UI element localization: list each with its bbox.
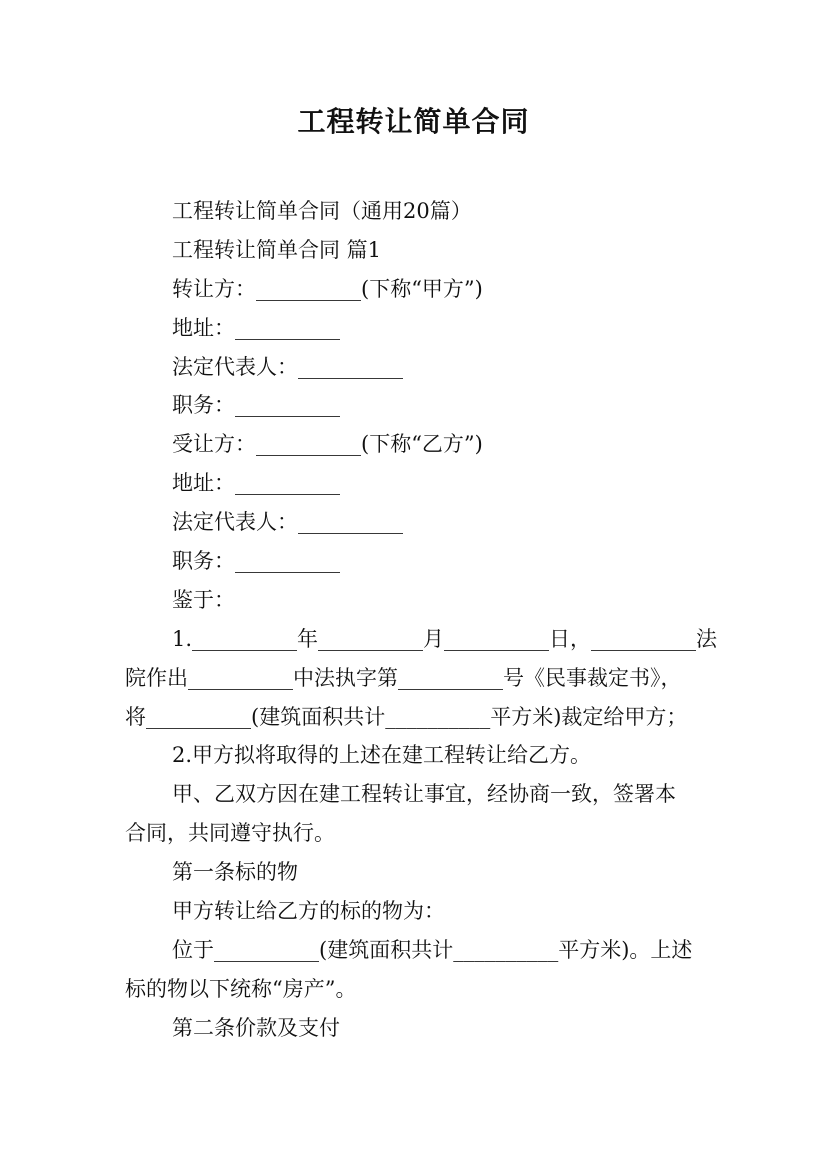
document-subtitle: 工程转让简单合同（通用20篇） bbox=[172, 199, 472, 223]
transferor-legal-rep-field: 法定代表人：__________ bbox=[172, 354, 403, 379]
article-1-location: 位于__________(建筑面积共计__________平方米)。上述 bbox=[172, 937, 693, 962]
section-heading: 工程转让简单合同 篇1 bbox=[172, 237, 382, 262]
whereas-heading: 鉴于： bbox=[172, 587, 235, 612]
transferor-address-field: 地址：__________ bbox=[172, 315, 340, 340]
transferor-field: 转让方：__________(下称“甲方”) bbox=[172, 276, 483, 301]
agreement-paragraph-cont: 合同，共同遵守执行。 bbox=[125, 821, 335, 846]
article-2-heading: 第二条价款及支付 bbox=[172, 1015, 340, 1040]
whereas-clause-2: 2.甲方拟将取得的上述在建工程转让给乙方。 bbox=[172, 743, 592, 768]
transferor-title-field: 职务：__________ bbox=[172, 393, 340, 418]
page-title: 工程转让简单合同 bbox=[297, 105, 530, 138]
transferee-address-field: 地址：__________ bbox=[172, 471, 340, 496]
transferee-field: 受让方：__________(下称“乙方”) bbox=[172, 432, 483, 457]
transferee-title-field: 职务：__________ bbox=[172, 549, 340, 574]
document-body bbox=[125, 192, 725, 1048]
transferee-legal-rep-field: 法定代表人：__________ bbox=[172, 510, 403, 535]
article-1-location-cont: 标的物以下统称“房产”。 bbox=[125, 976, 357, 1001]
article-1-heading: 第一条标的物 bbox=[172, 860, 298, 885]
whereas-clause-1-cont: 将__________(建筑面积共计__________平方米)裁定给甲方； bbox=[125, 704, 688, 729]
agreement-paragraph: 甲、乙双方因在建工程转让事宜，经协商一致，签署本 bbox=[172, 782, 676, 807]
article-1-paragraph: 甲方转让给乙方的标的物为： bbox=[172, 899, 445, 924]
whereas-clause-1: 1.__________年__________月__________日，__________法 bbox=[172, 626, 718, 651]
whereas-clause-1-cont: 院作出__________中法执字第__________号《民事裁定书》， bbox=[125, 665, 682, 690]
